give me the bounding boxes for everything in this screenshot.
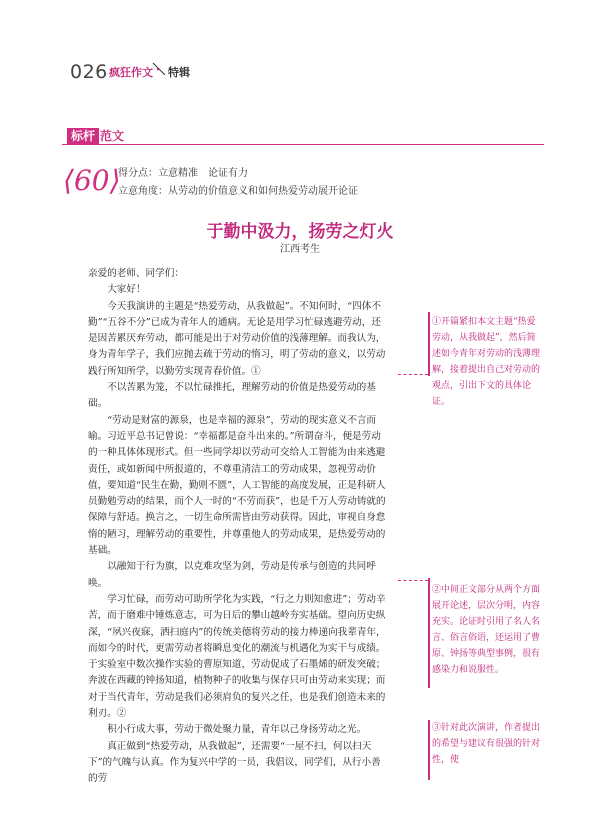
note-bar [428, 578, 430, 688]
side-note-2: ②中间正文部分从两个方面展开论述，层次分明，内容充实。论证时引用了名人名言、俗言俗语，还运用了曹原、钟扬等典型事例，很有感染力和说服性。 [432, 585, 541, 675]
essay-number: ⟨60⟩ [63, 164, 121, 197]
header-divider-icon [150, 60, 168, 78]
note-bar [428, 720, 430, 780]
side-note-1: ①开篇紧扣本文主题“热爱劳动，从我做起”，然后简述如今青年对劳动的浅薄理解，接着提出自己对劳动的观点，引出下文的具体论证。 [432, 317, 541, 407]
header-special: 特辑 [168, 66, 190, 79]
section-tag: 标杆 [67, 128, 99, 144]
paragraph: 积小行成大事，劳动于微处聚力量，青年以己身扬劳动之光。 [107, 724, 367, 736]
note-connector [398, 374, 428, 375]
essay-author: 江西考生 [280, 244, 320, 255]
side-note-3: ③针对此次演讲，作者提出的希望与建议有很强的针对性，使 [432, 723, 541, 765]
paragraph: 学习忙碌，而劳动可助所学化为实践，“行之力则知愈进”；劳动辛苦，而于磨难中锤炼意志，可为日后的攀山越岭夯实基础。望向历史纵深，“夙兴夜寐，洒扫庭内”的传统美德将劳动的接力棒递向我辈青年，而如今的时代，更需劳动者将瞬息变化的潮流与机遇化为实干与成绩。于实验室中数次操作实验的曹原知道，劳动促成了石墨烯的研发突破；奔波在西藏的钟扬知道，植物种子的收集与保存只可由劳动来实现；而对于当代青年，劳动是我们必须肩负的复兴之任，也是我们创造未来的利刃。② [88, 593, 386, 720]
essay-body [88, 266, 390, 788]
paragraph: “劳动是财富的源泉，也是幸福的源泉”，劳动的现实意义不言而喻。习近平总书记曾说：“幸福都是奋斗出来的。”所谓奋斗，便是劳动的一种具体体现形式。但一些同学却以劳动可交给人工智能为由来逃避责任，或如新闻中所报道的，不尊重清洁工的劳动成果，忽视劳动价值，要知道“民生在勤，勤则不匮”，人工智能的高度发展，正是科研人员勤勉劳动的结果，而个人一时的“不劳而获”，也是千万人劳动铸就的保障与舒适。换言之，一切生命所需皆由劳动获得。因此，审视自身怠惰的陋习，理解劳动的重要性，并尊重他人的劳动成果，是热爱劳动的基础。 [88, 414, 386, 557]
note-connector [398, 580, 428, 581]
score-points: 得分点：立意精准 论证有力 [118, 168, 248, 179]
paragraph: 真正做到“热爱劳动，从我做起”，还需要“一屋不扫，何以扫天下”的气魄与认真。作为复兴中学的一员，我倡议，同学们，从行小善的劳 [88, 740, 381, 785]
essay-angle: 立意角度：从劳动的价值意义和如何热爱劳动展开论证 [118, 186, 358, 197]
header-brand: 疯狂作文 [109, 66, 153, 79]
note-bar [428, 312, 430, 376]
essay-number-value: 60 [73, 164, 110, 197]
section-tag-suffix: 范文 [100, 129, 125, 143]
paragraph: 亲爱的老师、同学们： [88, 268, 184, 279]
page-number: 026 [70, 61, 108, 83]
section-divider [62, 128, 544, 145]
paragraph: 不以苦累为笼，不以忙碌推托，理解劳动的价值是热爱劳动的基础。 [88, 382, 376, 410]
paragraph: 今天我演讲的主题是“热爱劳动，从我做起”。不知何时，“四体不勤”“五谷不分”已成为青年人的通病。无论是用学习忙碌逃避劳动，还是因苦累厌弃劳动，都可能是出于对劳动价值的浅薄理解。而我认为，身为青年学子，我们应抛去疏于劳动的惰习，明了劳动的意义，以劳动践行所知所学，以勤劳实现青春价值。① [88, 300, 386, 377]
essay-title: 于勤中汲力，扬劳之灯火 [206, 222, 394, 242]
paragraph: 大家好！ [107, 284, 146, 296]
paragraph: 以融知于行为旗，以克难攻坚为剑，劳动是传承与创造的共同呼唤。 [88, 561, 376, 589]
